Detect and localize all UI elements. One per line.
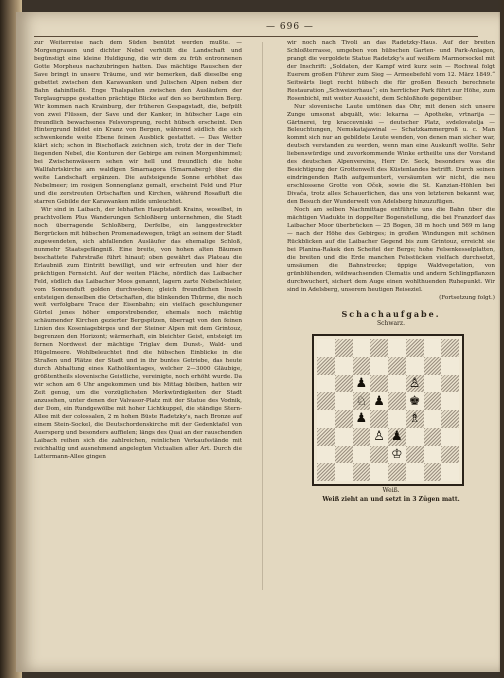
board-square [370, 410, 388, 428]
board-square [317, 375, 335, 393]
board-square [370, 392, 388, 410]
board-square [388, 357, 406, 375]
board-square [406, 446, 424, 464]
board-square [388, 392, 406, 410]
board-square [353, 463, 371, 481]
board-square [424, 392, 442, 410]
board-square [388, 463, 406, 481]
board-square [370, 446, 388, 464]
board-square [370, 463, 388, 481]
board-square [353, 375, 371, 393]
board-square [335, 375, 353, 393]
board-square [406, 428, 424, 446]
board-square [335, 463, 353, 481]
board-square [335, 410, 353, 428]
board-square [388, 446, 406, 464]
board-square [317, 410, 335, 428]
board-square [441, 339, 459, 357]
board-square [370, 339, 388, 357]
board-square [353, 428, 371, 446]
board-square [424, 339, 442, 357]
white-pawn-piece: ♙ [373, 429, 385, 445]
black-pawn-piece: ♟ [355, 375, 368, 391]
board-square [424, 428, 442, 446]
board-square [353, 392, 371, 410]
board-square [370, 357, 388, 375]
right-text-column [287, 40, 495, 302]
board-square [424, 463, 442, 481]
board-square [388, 375, 406, 393]
continuation-note: (Fortsetzung folgt.) [439, 294, 495, 301]
page-edge-shadow [498, 0, 504, 678]
board-square [370, 375, 388, 393]
board-square [388, 410, 406, 428]
board-square [317, 357, 335, 375]
header-rule [34, 36, 478, 37]
chess-problem-caption: Weiß zieht an und setzt in 3 Zügen matt. [322, 496, 460, 503]
board-square [388, 339, 406, 357]
white-bishop-piece: ♗ [408, 411, 421, 427]
board-square [335, 339, 353, 357]
board-square [317, 339, 335, 357]
black-pawn-piece: ♟ [373, 393, 385, 409]
right-paragraph: Noch am selben Nachmittage entführte uns die Bahn über die mächtigen Viadukte in doppelter Bogenstellung, die bei Franzdorf das Laibacher Moor überbrücken — 25 Bogen, 38 m hoch und 569 m lang — nach der Höhe des Gebirges; in großen Windungen mit schönen Rückblicken auf die Laibacher Gegend bis zum Grintouz, erreicht sie bei Planina-Rakek den Scheitel der Berge; hohe Felsenkesselplatten, die breiten und die Erde manchen Felsstücken vielfach durchsetzt, umsäumen die Bahnstrecke; üppige Waldvegetation, von grünblühenden, wildwachsenden Clematis und andern Schlingpflanzen durchwuchert, sichert dem Auge einen wohlthuenden Ruhepunkt. Wir sind in Adelsberg, unserem heutigen Reiseziel. [287, 207, 495, 293]
board-square [317, 392, 335, 410]
board-square [441, 410, 459, 428]
board-square [406, 463, 424, 481]
board-square [317, 463, 335, 481]
board-square [335, 428, 353, 446]
left-text-column [34, 40, 242, 620]
board-square [317, 428, 335, 446]
column-divider [262, 42, 263, 590]
board-square [424, 357, 442, 375]
black-pawn-piece: ♟ [391, 429, 403, 445]
board-square [406, 410, 424, 428]
right-paragraph: wir noch nach Tivoli an das Radetzky-Haus. Auf der breiten Schloßterrasse, umgeben von hübschen Garten- und Park-Anlagen, prangt die vergoldete Statue Radetzky's auf weißem Marmorsockel mit der Inschrift: „Soldaten, der Kampf wird kurz sein — Rochwal folgt Euerem großen Führer zum Sieg — Armeebefehl vom 12. März 1849.“ Seitwärts liegt recht hübsch die für großen Besuch berechnete Restauration „Schweizerhaus“; ein herrlicher Park führt zur Höhe, zum Rosenbichl, mit weiter Aussicht, dem Schloßhofe gegenüber. [287, 40, 495, 102]
board-square [441, 428, 459, 446]
right-paragraph: Nur slovenische Laute umtönen das Ohr, mit denen sich unsere Zunge umsonst abquält, wie: lekarna — Apotheke, vrtnarija — Gärtnerei, trg kraccevniski — deutscher Platz, svdelovatelja — Beleuchtungen, Nemskatajawinal — Schatzkammergroß u. c. Man kommt sich nur an gebildete Leute wenden, von denen man sicher war, deutsch verstanden zu werden, wenn man eine Auskunft wollte. Sehr liebenswürdige und zuvorkommende Winke ertheilte uns der Vorstand des deutschen Alpenvereins, Herr Dr. Seck, besonders was die Besichtigung der Grottenwelt des Küstenlandes betrifft. Durch seinen eindringenden Rath aufgemuntert, versäumten wir nicht, die neu erschlossene Grotte von Oček, sowie die St. Kanzian-Höhlen bei Divača, trotz alles Schauerlichen, das uns von letzteren bekannt war, den Besuch der Wunderwelt von Adelsberg hinzuzufügen. [287, 103, 495, 206]
white-king-piece: ♔ [391, 446, 403, 462]
board-square [335, 357, 353, 375]
board-square [335, 392, 353, 410]
board-square [406, 339, 424, 357]
board-square [441, 357, 459, 375]
white-knight-piece: ♘ [355, 393, 368, 409]
board-square [388, 428, 406, 446]
left-paragraph: Wir sind in Laibach, der lebhaften Hauptstadt Krains, woselbst, in prachtvollem Plus Wanderungen Schloßberg unternehmen, die Stadt noch überragende Schloßberg, Derfelbe, ein langgestreckter Bergrücken mit hübschen Promenadewegen, trägt an seinem der Stadt zugewendeten, sich abfallenden Ausläufer das ehemalige Schloß, nunmehr Staatsgefängniß. Eine breite, von hohen alten Bäumen beschattete Fahrstraße führt hinauf; oben gewährt das Plateau die Erlaubniß zum Eintritt bewilligt, und wir erfreuten und hier der prächtigen Fernsicht. Auf der weiten Fläche, nördlich das Laibacher Feld, südlich das Laibacher Moos genannt, lagern zarte Nebelschleier, vom Sonnenduft golden durchwoben; gleich freundlichen Inseln entsteigen denselben die Ortschaften, die blinkenden Thürme, die noch weit verfolgbare Trace der Eisenbahn; ein vielfach geschlungener Gürtel jenes höher emporstrebender, ehemals noch mächtig schäumender Kirchen gezierter Bergspitzen, überragt von den feinen Linien des Koseniagebirges und der Steiner Alpen mit dem Grintouz, begrenzen den Horizont; wärmerhaft, ein bleichter Geist, entsteigt im fernen Nordwest der mächtige Triglav dem Dunst-, Wald- und Hügelmeere. Wohlbeleuchtet find die hübschen Einblicke in die Straßen und Plätze der Stadt und in ihr buntes Getriebe, das heute durch Abhaltung eines Katholikentages, welcher 2—3000 Gläubige, größtentheils slovenische Geistliche, vereinigte, noch erhöht wurde. Da wir schon am 6 Uhr angekommen und bis Mittag bleiben, hatten wir Zeit genug, um die vorzüglichsten Merkwürdigkeiten der Stadt anzusehen, unter denen der Valvasor-Platz mit der Statue des Vodnik, der Dom, ein Rundgewölbe mit hoher Lichtkuppel, die ständige Stern-Allee mit der colossalen, 2 m hohen Büste Radetzky's, nach Bronze auf einem Stein-Sockel, die Deutschordenskirche mit der Gedenktafel von Auersperg und besonders auffielen; längs des Quai an der rauschenden Laibach reihen sich die zahlreichen, reinlichen Verkaufsstände mit reichhaltig und ausnehmend angelegten Victualien aller Art. Durch die Lattermann-Allee gingen [34, 207, 242, 460]
board-square [370, 428, 388, 446]
board-square [424, 375, 442, 393]
black-pawn-piece: ♟ [355, 411, 368, 427]
board-square [406, 357, 424, 375]
board-square [441, 375, 459, 393]
board-square [441, 446, 459, 464]
board-square [353, 410, 371, 428]
board-square [353, 339, 371, 357]
board-square [406, 392, 424, 410]
board-square [441, 463, 459, 481]
chess-board [317, 339, 459, 481]
board-square [353, 357, 371, 375]
board-square [335, 446, 353, 464]
page-number: — 696 — [266, 22, 314, 32]
black-side-label: Schwarz. [377, 320, 405, 327]
board-square [406, 375, 424, 393]
board-square [441, 392, 459, 410]
left-paragraph: zur Weiterreise nach dem Süden benützt werden mußte. — Morgengrauen und dichter Nebel verhüllt die Landschaft und begünstigt eine kleine Huldigung, die wir dem zu früh entronnenen Gotte Morpheus nachzubringen hatten. Das mächtige Rauschen der Save bringt in unsere Träume, und wir bemerken, daß dieselbe eng gebettet zwischen den Karawanken und Julischen Alpen neben der Bahn dahinfließt. Enge Thalspalten zwischen den Ausläufern der Terglaugruppe gestatten prächtige Blicke auf den so berühmten Berg. Wir kommen nach Krainburg, der früheren Gespagstadt, die, befpült von zwei Flüssen, der Save und der Kanker, in hübscher Lage ein freundlich bewachsenes Felsvorsprung, recht hübsch erscheint. Den Hintergrund bildet ein Kranz von Bergen, während südlich die sich schwenkende weite Ebene feinen Ausblick gestattet. — Das Wetter klärt sich; schon in Bischoflack zeichnen sich, trotz der in der Tiefe liegenden Nebel, die Konturen der Gebirge am reinen Morgenhimmel; bei Zwischenwässern sehen wir hell und freundlich die hohe Wallfahrtskirche am waldigen Smarnagora (Smarnaberg) über die weite Landschaft ergänzen. Die aufsteigende Sonne erhöhet das Nebelmeer; im rosigen Sonnenglanz gemalt, erscheint Feld und Flur und die zerstreuten Ortschaften und Kirchen, während Rosafluft die starren Gebilde der Karawanken milde umleuchtet. [34, 40, 242, 206]
board-square [424, 446, 442, 464]
chess-problem-title: Schachaufgabe. [341, 309, 441, 319]
board-square [317, 446, 335, 464]
chess-board-frame [312, 334, 464, 486]
board-square [424, 410, 442, 428]
white-side-label: Weiß. [382, 487, 400, 494]
board-square [353, 446, 371, 464]
black-king-piece: ♚ [408, 393, 421, 409]
white-pawn-piece: ♙ [408, 375, 421, 391]
